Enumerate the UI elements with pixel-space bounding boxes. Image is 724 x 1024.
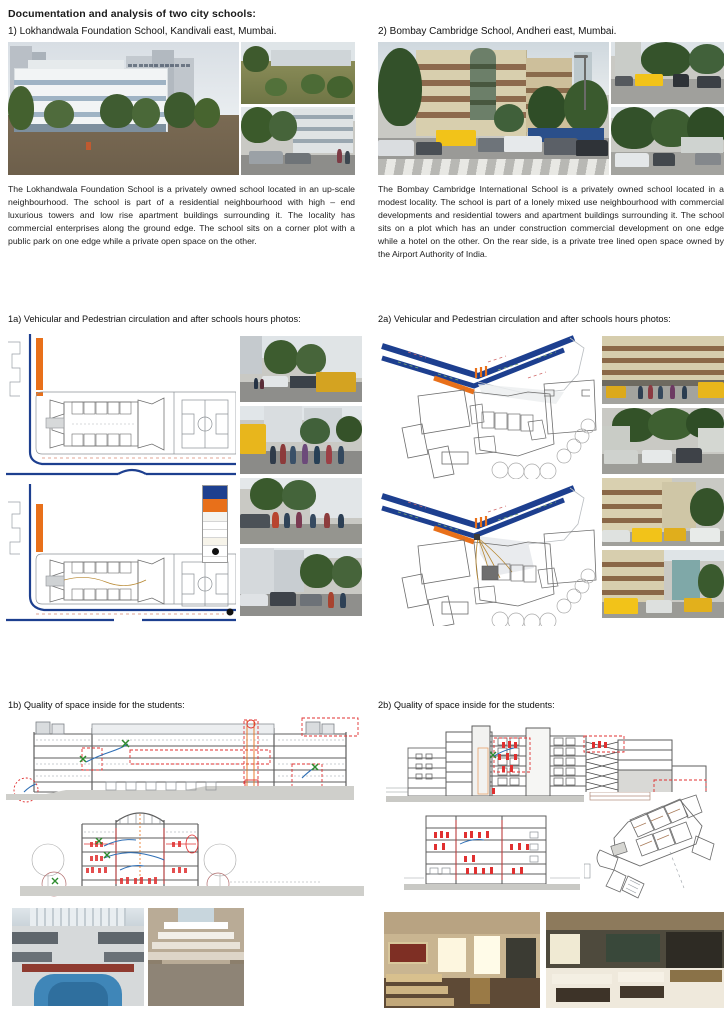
right-interior-photo-1 (384, 912, 540, 1008)
left-small-photo-2 (241, 107, 355, 175)
legend-row (203, 522, 227, 530)
legend-swatch-parking (203, 499, 227, 512)
legend-row (203, 512, 227, 522)
page-title: Documentation and analysis of two city schools: (8, 8, 256, 20)
right-strip-photo-3 (602, 478, 724, 546)
left-section-b-heading: 1b) Quality of space inside for the students: (8, 700, 185, 710)
left-site-plan-1 (6, 334, 236, 479)
left-interior-photo-1 (12, 908, 144, 1006)
legend-row (203, 557, 227, 564)
right-strip-photo-4 (602, 550, 724, 618)
right-site-plan-1 (378, 334, 600, 479)
legend-row (203, 538, 227, 546)
legend-row (203, 546, 227, 557)
right-main-photo (378, 42, 609, 175)
left-strip-photo-4 (240, 548, 362, 616)
left-main-photo (8, 42, 239, 175)
left-small-photo-1 (241, 42, 355, 104)
left-strip-photo-1 (240, 336, 362, 402)
left-strip-photo-2 (240, 406, 362, 474)
right-description: The Bombay Cambridge International School is a privately owned school located in a modest locality. The school is part of a lonely mixed use neighbourhood with commercial developments and residential towers and apartment buildings surrounding it. The school sits on a plot which has an under construction commercial development on one edge while a hotel on the other. On the rear side, is a private tree lined open space owned by the Airport Authority of India. (378, 184, 724, 260)
right-floor-plan (584, 792, 724, 904)
left-cross-section (20, 808, 364, 903)
left-column-heading: 1) Lokhandwala Foundation School, Kandivali east, Mumbai. (8, 26, 277, 37)
left-building-section-1 (6, 716, 364, 804)
right-small-photo-1 (611, 42, 724, 104)
left-strip-photo-3 (240, 478, 362, 544)
right-small-photo-2 (611, 107, 724, 175)
right-site-plan-2 (378, 484, 600, 626)
legend-dot-icon (212, 548, 219, 555)
right-column-heading: 2) Bombay Cambridge School, Andheri east, Mumbai. (378, 26, 617, 37)
legend-swatch-vehicular (203, 486, 227, 499)
right-section-b-heading: 2b) Quality of space inside for the students: (378, 700, 555, 710)
left-description: The Lokhandwala Foundation School is a privately owned school located in an up-scale neighbourhood. The school is part of a residential neighbourhood with high – end luxurious towers and low rise apartment buildings surrounding it. The locality has commercial enterprises along the ground edge. The school sits on a corner plot with a public park on one edge while a private open space on the other. (8, 184, 355, 247)
legend-row (203, 530, 227, 538)
right-strip-photo-2 (602, 408, 724, 474)
plan-legend (202, 485, 228, 563)
left-interior-photo-2 (148, 908, 244, 1006)
right-section-a-heading: 2a) Vehicular and Pedestrian circulation and after schools hours photos: (378, 314, 671, 324)
right-strip-photo-1 (602, 336, 724, 404)
left-section-a-heading: 1a) Vehicular and Pedestrian circulation and after schools hours photos: (8, 314, 301, 324)
right-building-section-2 (404, 806, 580, 898)
right-interior-photo-2 (546, 912, 724, 1008)
